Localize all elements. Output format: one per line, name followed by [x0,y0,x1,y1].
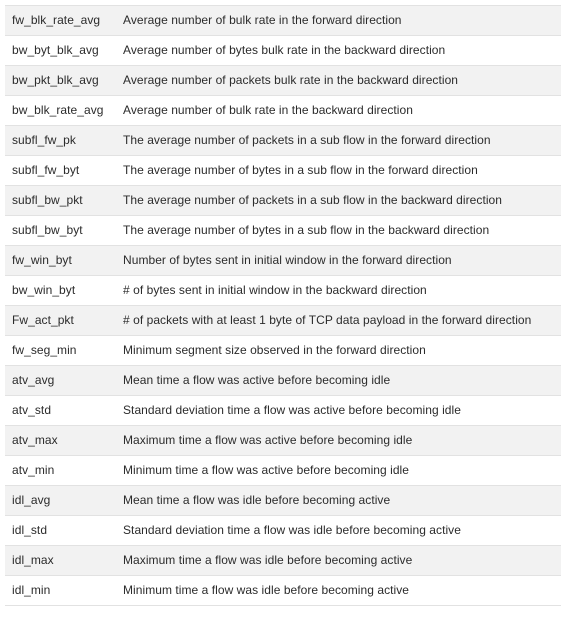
feature-description-cell: The average number of packets in a sub flow in the backward direction [114,186,561,216]
feature-name-cell: Fw_act_pkt [5,306,114,336]
feature-description-cell: Standard deviation time a flow was active before becoming idle [114,396,561,426]
feature-name-cell: idl_min [5,576,114,606]
feature-description-cell: Maximum time a flow was active before becoming idle [114,426,561,456]
table-row [5,456,561,486]
table-row [5,426,561,456]
feature-name-cell: idl_std [5,516,114,546]
feature-name-cell: bw_byt_blk_avg [5,36,114,66]
feature-name-cell: subfl_fw_pk [5,126,114,156]
feature-name-cell: bw_win_byt [5,276,114,306]
feature-name-cell: subfl_bw_pkt [5,186,114,216]
table-row [5,546,561,576]
table-row [5,276,561,306]
feature-description-cell: Number of bytes sent in initial window in the forward direction [114,246,561,276]
feature-description-cell: Average number of bytes bulk rate in the backward direction [114,36,561,66]
feature-description-cell: Minimum time a flow was active before becoming idle [114,456,561,486]
feature-name-cell: bw_blk_rate_avg [5,96,114,126]
feature-name-cell: fw_seg_min [5,336,114,366]
feature-name-cell: fw_win_byt [5,246,114,276]
feature-name-cell: idl_max [5,546,114,576]
feature-name-cell: bw_pkt_blk_avg [5,66,114,96]
feature-name-cell: subfl_fw_byt [5,156,114,186]
feature-name-cell: idl_avg [5,486,114,516]
feature-description-cell: Mean time a flow was active before becoming idle [114,366,561,396]
feature-description-cell: # of bytes sent in initial window in the backward direction [114,276,561,306]
feature-description-table [5,5,561,606]
table-row [5,36,561,66]
feature-name-cell: fw_blk_rate_avg [5,6,114,36]
feature-description-cell: Mean time a flow was idle before becoming active [114,486,561,516]
table-row [5,576,561,606]
table-row [5,126,561,156]
table-row [5,246,561,276]
table-row [5,96,561,126]
feature-description-cell: Average number of packets bulk rate in the backward direction [114,66,561,96]
feature-name-cell: atv_min [5,456,114,486]
feature-description-cell: The average number of bytes in a sub flow in the backward direction [114,216,561,246]
feature-description-cell: Minimum time a flow was idle before becoming active [114,576,561,606]
feature-description-cell: Standard deviation time a flow was idle before becoming active [114,516,561,546]
table-row [5,306,561,336]
table-row [5,216,561,246]
feature-description-cell: Minimum segment size observed in the forward direction [114,336,561,366]
table-row [5,66,561,96]
table-body [5,6,561,606]
feature-name-cell: subfl_bw_byt [5,216,114,246]
feature-table-container [5,5,561,606]
table-row [5,486,561,516]
feature-name-cell: atv_std [5,396,114,426]
table-row [5,516,561,546]
feature-description-cell: The average number of bytes in a sub flow in the forward direction [114,156,561,186]
feature-name-cell: atv_max [5,426,114,456]
table-row [5,396,561,426]
feature-description-cell: Average number of bulk rate in the forward direction [114,6,561,36]
feature-description-cell: Average number of bulk rate in the backward direction [114,96,561,126]
table-row [5,336,561,366]
table-row [5,366,561,396]
feature-description-cell: The average number of packets in a sub flow in the forward direction [114,126,561,156]
table-row [5,186,561,216]
feature-description-cell: # of packets with at least 1 byte of TCP data payload in the forward direction [114,306,561,336]
table-row [5,156,561,186]
feature-description-cell: Maximum time a flow was idle before becoming active [114,546,561,576]
table-row [5,6,561,36]
feature-name-cell: atv_avg [5,366,114,396]
